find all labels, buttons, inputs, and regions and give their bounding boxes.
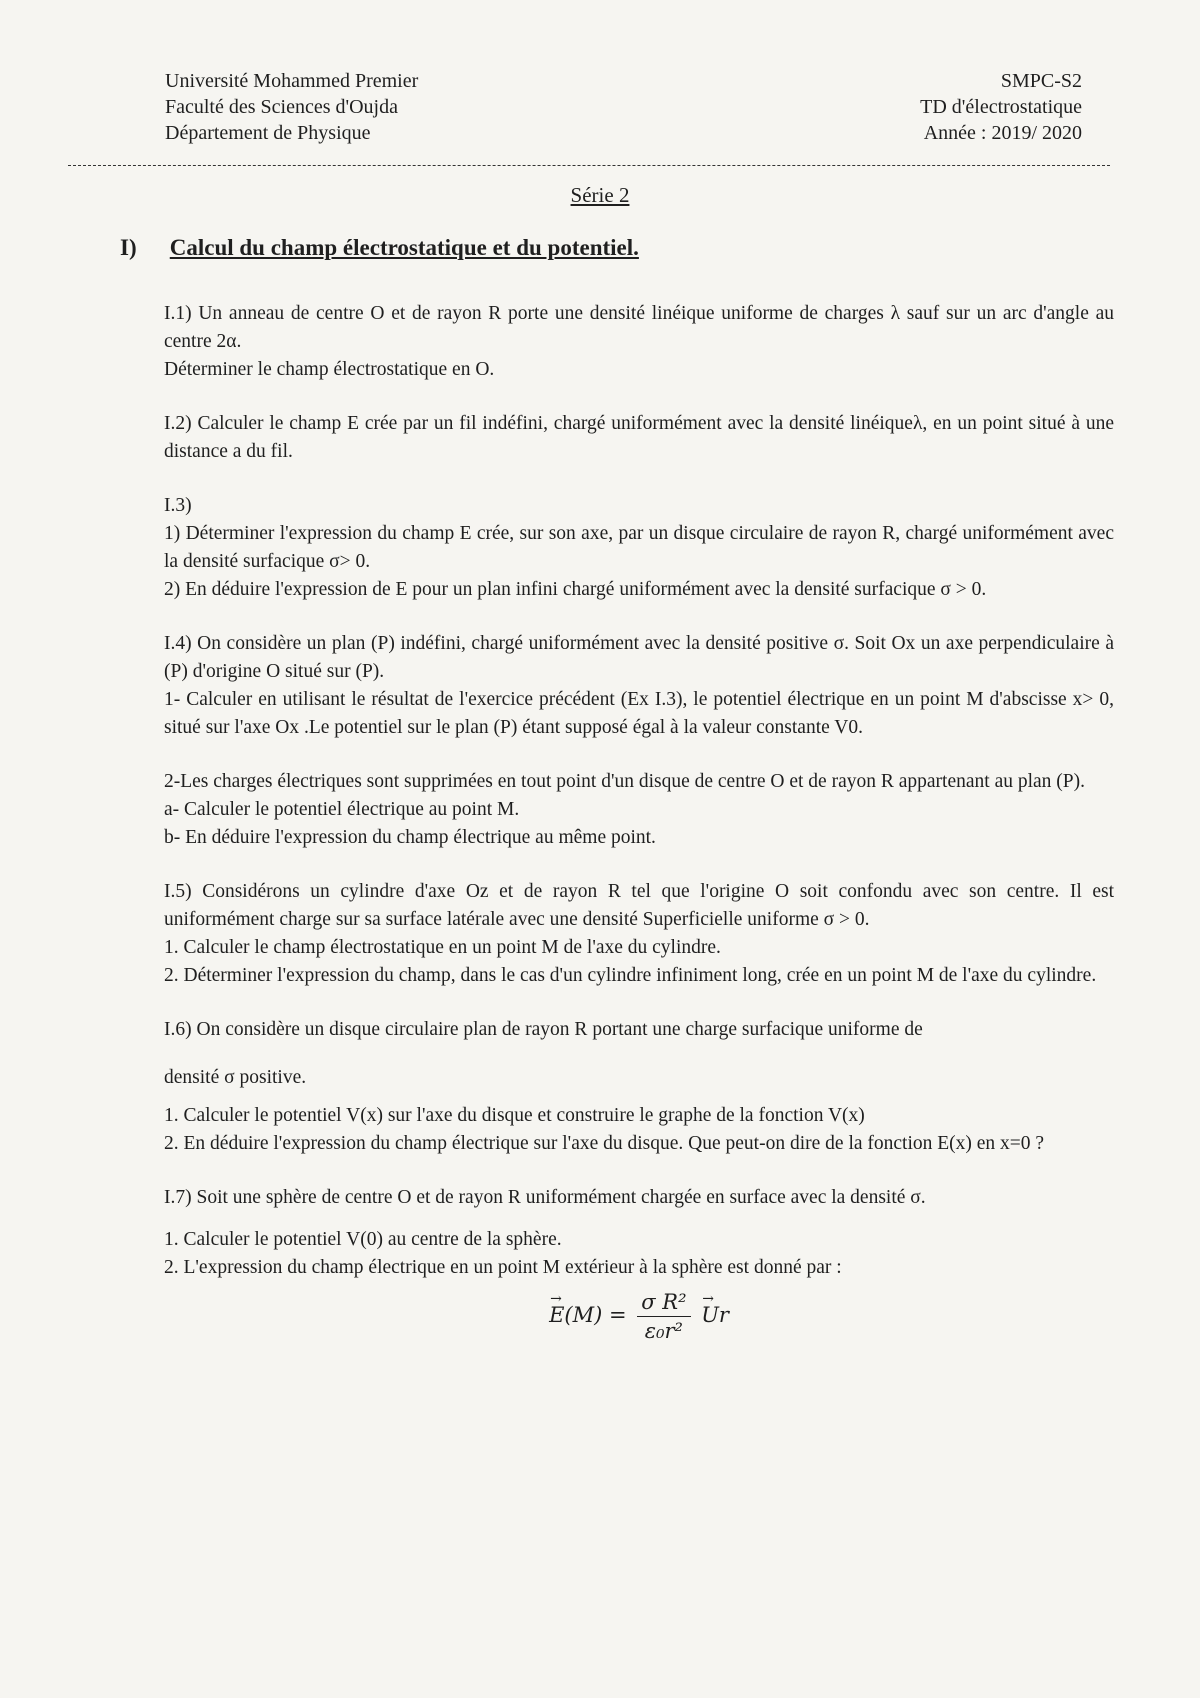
field-formula [164,1288,1114,1345]
exercise-3-question-1: 1) Déterminer l'expression du champ E crée, sur son axe, par un disque circulaire de rayon R, chargé uniformément avec la densité surfacique σ> 0. [164,523,1114,572]
exercise-5-question-2: 2. Déterminer l'expression du champ, dans le cas d'un cylindre infiniment long, crée en un point M de l'axe du cylindre. [164,965,1097,986]
exercise-4-intro: I.4) On considère un plan (P) indéfini, chargé uniformément avec la densité positive σ. Soit Ox un axe perpendiculaire à (P) d'origine O situé sur (P). [164,633,1114,682]
course-code: SMPC-S2 [1000,70,1082,92]
exercise-6-intro: I.6) On considère un disque circulaire plan de rayon R portant une charge surfacique uniforme de [164,1019,923,1040]
exercise-6-question-2: 2. En déduire l'expression du champ électrique sur l'axe du disque. Que peut-on dire de la fonction E(x) en x=0 ? [164,1133,1045,1154]
exercise-4-question-b: b- En déduire l'expression du champ électrique au même point. [164,827,656,848]
section-number: I) [120,235,137,260]
exercise-4-question-1: 1- Calculer en utilisant le résultat de l'exercice précédent (Ex I.3), le potentiel électrique en un point M d'abscisse x> 0, situé sur l'axe Ox .Le potentiel sur le plan (P) étant supposé égal à la valeur constante V0. [164,689,1114,738]
header-divider [68,165,1110,166]
exercise-list [164,300,1114,1345]
formula-denominator: ε₀r² [644,1319,683,1343]
academic-year: Année : 2019/ 2020 [923,122,1082,144]
exercise-4-question-a: a- Calculer le potentiel électrique au point M. [164,799,520,820]
exercise-7-question-1: 1. Calculer le potentiel V(0) au centre de la sphère. [164,1229,562,1250]
exercise-1-question: Déterminer le champ électrostatique en O. [164,359,495,380]
exercise-2-statement: I.2) Calculer le champ E crée par un fil indéfini, chargé uniformément avec la densité linéiqueλ, en un point situé à une distance a du fil. [164,413,1114,462]
section-heading [120,235,639,261]
exercise-4-question-2: 2-Les charges électriques sont supprimées en tout point d'un disque de centre O et de rayon R appartenant au plan (P). [164,771,1086,792]
header-course [920,68,1082,146]
formula-lhs: → E(M) = [549,1301,627,1329]
course-title: TD d'électrostatique [920,96,1082,118]
section-title: Calcul du champ électrostatique et du potentiel. [169,235,639,260]
formula-unit-vector: → Ur [701,1301,729,1329]
formula-fraction [637,1288,690,1345]
formula-numerator: σ R² [637,1288,690,1317]
exercise-3-question-2: 2) En déduire l'expression de E pour un plan infini chargé uniformément avec la densité surfacique σ > 0. [164,579,987,600]
exercise-1-statement: I.1) Un anneau de centre O et de rayon R porte une densité linéique uniforme de charges λ sauf sur un arc d'angle au centre 2α. [164,303,1114,352]
series-title: Série 2 [570,183,630,207]
exercise-5-intro: I.5) Considérons un cylindre d'axe Oz et de rayon R tel que l'origine O soit confondu avec son centre. Il est uniformément charge sur sa surface latérale avec une densité Superficielle uniforme σ > 0. [164,881,1114,930]
header-institution [165,68,418,146]
exercise-5-question-1: 1. Calculer le champ électrostatique en un point M de l'axe du cylindre. [164,937,721,958]
exercise-6-question-1: 1. Calculer le potentiel V(x) sur l'axe du disque et construire le graphe de la fonction V(x) [164,1105,865,1126]
exercise-3-title: I.3) [164,495,192,516]
department-name: Département de Physique [165,122,371,144]
exercise-6-intro-cont: densité σ positive. [164,1067,307,1088]
university-name: Université Mohammed Premier [165,70,419,92]
exercise-7-intro: I.7) Soit une sphère de centre O et de rayon R uniformément chargée en surface avec la densité σ. [164,1187,926,1208]
exercise-7-question-2: 2. L'expression du champ électrique en un point M extérieur à la sphère est donné par : [164,1257,842,1278]
faculty-name: Faculté des Sciences d'Oujda [165,96,398,118]
